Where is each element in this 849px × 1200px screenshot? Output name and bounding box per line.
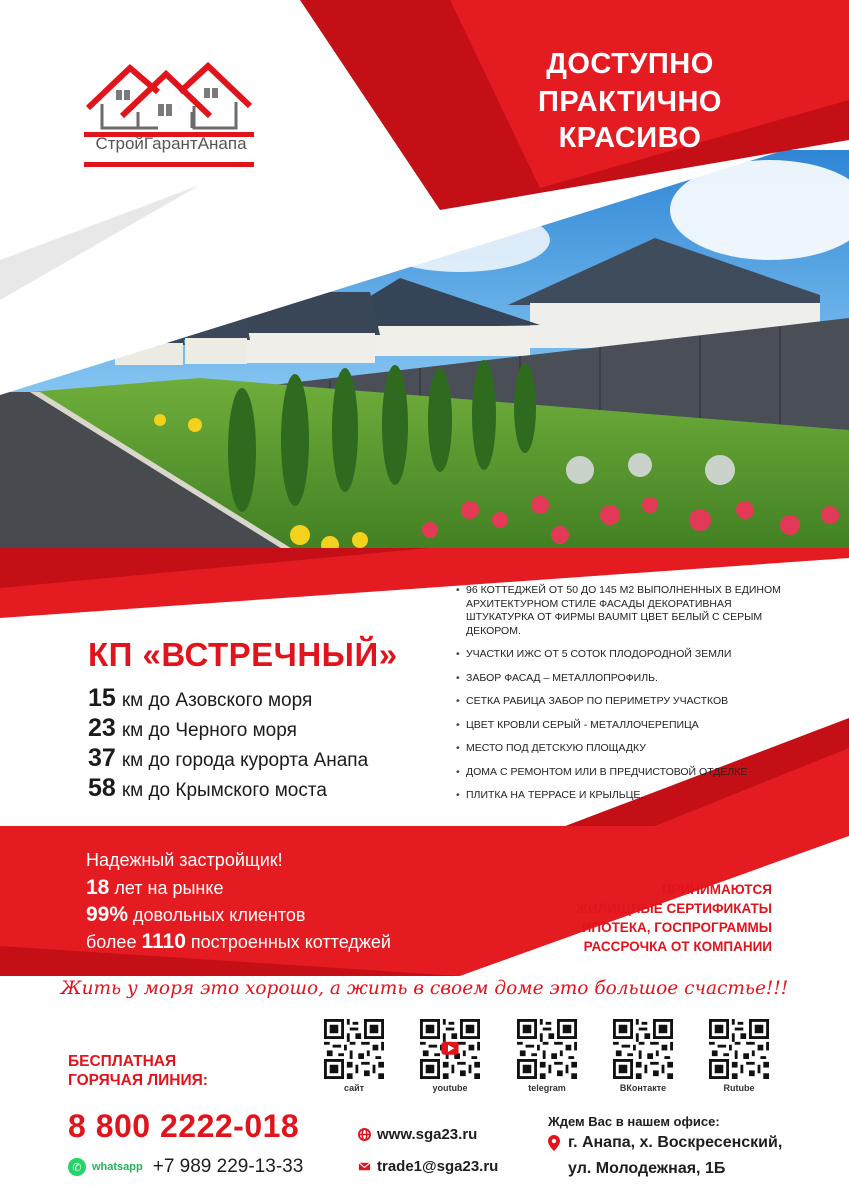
slogan-line-1: ДОСТУПНО <box>546 48 714 80</box>
qr-code-icon <box>709 1019 769 1079</box>
feature-item: • 96 КОТТЕДЖЕЙ ОТ 50 ДО 145 М2 ВЫПОЛНЕННЫХ В ЕДИНОМ АРХИТЕКТУРНОМ СТИЛЕ ФАСАДЫ ДЕКОРАТИВНАЯ ШТУКАТУРКА ОТ ФИРМЫ BAUMIT ЦВЕТ БЕЛЫЙ С СЕРЫМ ДЕКОРОМ. <box>456 584 801 638</box>
developer-stat: 99% довольных клиентов <box>86 903 306 926</box>
distance-item: 58 км до Крымского моста <box>88 774 327 802</box>
mail-icon <box>358 1160 371 1173</box>
whatsapp-icon: ✆ <box>68 1158 86 1176</box>
qr-site[interactable]: сайт <box>323 1019 385 1093</box>
hotline-label: БЕСПЛАТНАЯ ГОРЯЧАЯ ЛИНИЯ: <box>68 1053 208 1089</box>
map-pin-icon <box>548 1135 560 1151</box>
hotline-phone[interactable]: 8 800 2222-018 <box>68 1108 300 1144</box>
email-link[interactable]: trade1@sga23.ru <box>358 1158 498 1175</box>
qr-rutube[interactable]: Rutube <box>708 1019 770 1093</box>
feature-item: • ДОМА С РЕМОНТОМ ИЛИ В ПРЕДЧИСТОВОЙ ОТДЕЛКЕ <box>456 766 801 780</box>
qr-telegram[interactable]: telegram <box>516 1019 578 1093</box>
office-address-line-1: г. Анапа, х. Воскресенский, <box>548 1134 782 1152</box>
office-address-line-2: ул. Молодежная, 1Б <box>568 1160 726 1177</box>
distance-item: 23 км до Черного моря <box>88 714 297 742</box>
slogan-line-2: ПРАКТИЧНО <box>538 86 722 118</box>
developer-headline: Надежный застройщик! <box>86 850 283 870</box>
features-list <box>456 584 801 813</box>
qr-code-icon <box>324 1019 384 1079</box>
qr-youtube[interactable]: youtube <box>419 1019 481 1093</box>
feature-item: • МЕСТО ПОД ДЕТСКУЮ ПЛОЩАДКУ <box>456 742 801 756</box>
feature-item: • ПЛИТКА НА ТЕРРАСЕ И КРЫЛЬЦЕ. <box>456 789 801 803</box>
company-name: СтройГарантАнапа <box>95 134 247 153</box>
globe-icon <box>358 1128 371 1141</box>
whatsapp-contact[interactable]: ✆ whatsapp +7 989 229-13-33 <box>68 1156 303 1178</box>
feature-item: • УЧАСТКИ ИЖС ОТ 5 СОТОК ПЛОДОРОДНОЙ ЗЕМЛИ <box>456 648 801 662</box>
feature-item: • ЦВЕТ КРОВЛИ СЕРЫЙ - МЕТАЛЛОЧЕРЕПИЦА <box>456 719 801 733</box>
qr-code-icon <box>517 1019 577 1079</box>
qr-vkontakte[interactable]: ВКонтакте <box>612 1019 674 1093</box>
qr-code-icon <box>420 1019 480 1079</box>
whatsapp-phone[interactable]: +7 989 229-13-33 <box>152 1156 304 1177</box>
slogan-line-3: КРАСИВО <box>558 122 702 154</box>
qr-code-icon <box>613 1019 673 1079</box>
feature-item: • СЕТКА РАБИЦА ЗАБОР ПО ПЕРИМЕТРУ УЧАСТКОВ <box>456 695 801 709</box>
developer-stat: 18 лет на рынке <box>86 876 224 899</box>
project-title: КП «ВСТРЕЧНЫЙ» <box>88 636 398 673</box>
website-link[interactable]: www.sga23.ru <box>358 1126 477 1143</box>
office-caption: Ждем Вас в нашем офисе: <box>548 1114 720 1129</box>
distance-item: 15 км до Азовского моря <box>88 684 313 712</box>
payment-options: ПРИНИМАЮТСЯ ЖИЛИЩНЫЕ СЕРТИФИКАТЫ ИПОТЕКА, ГОСПРОГРАММЫ РАССРОЧКА ОТ КОМПАНИИ <box>575 882 772 954</box>
feature-item: • ЗАБОР ФАСАД – МЕТАЛЛОПРОФИЛЬ. <box>456 672 801 686</box>
distance-item: 37 км до города курорта Анапа <box>88 744 369 772</box>
developer-stat: более 1110 построенных коттеджей <box>86 930 391 953</box>
slogan-quote: Жить у моря это хорошо, а жить в своем доме это большое счастье!!! <box>60 978 789 999</box>
